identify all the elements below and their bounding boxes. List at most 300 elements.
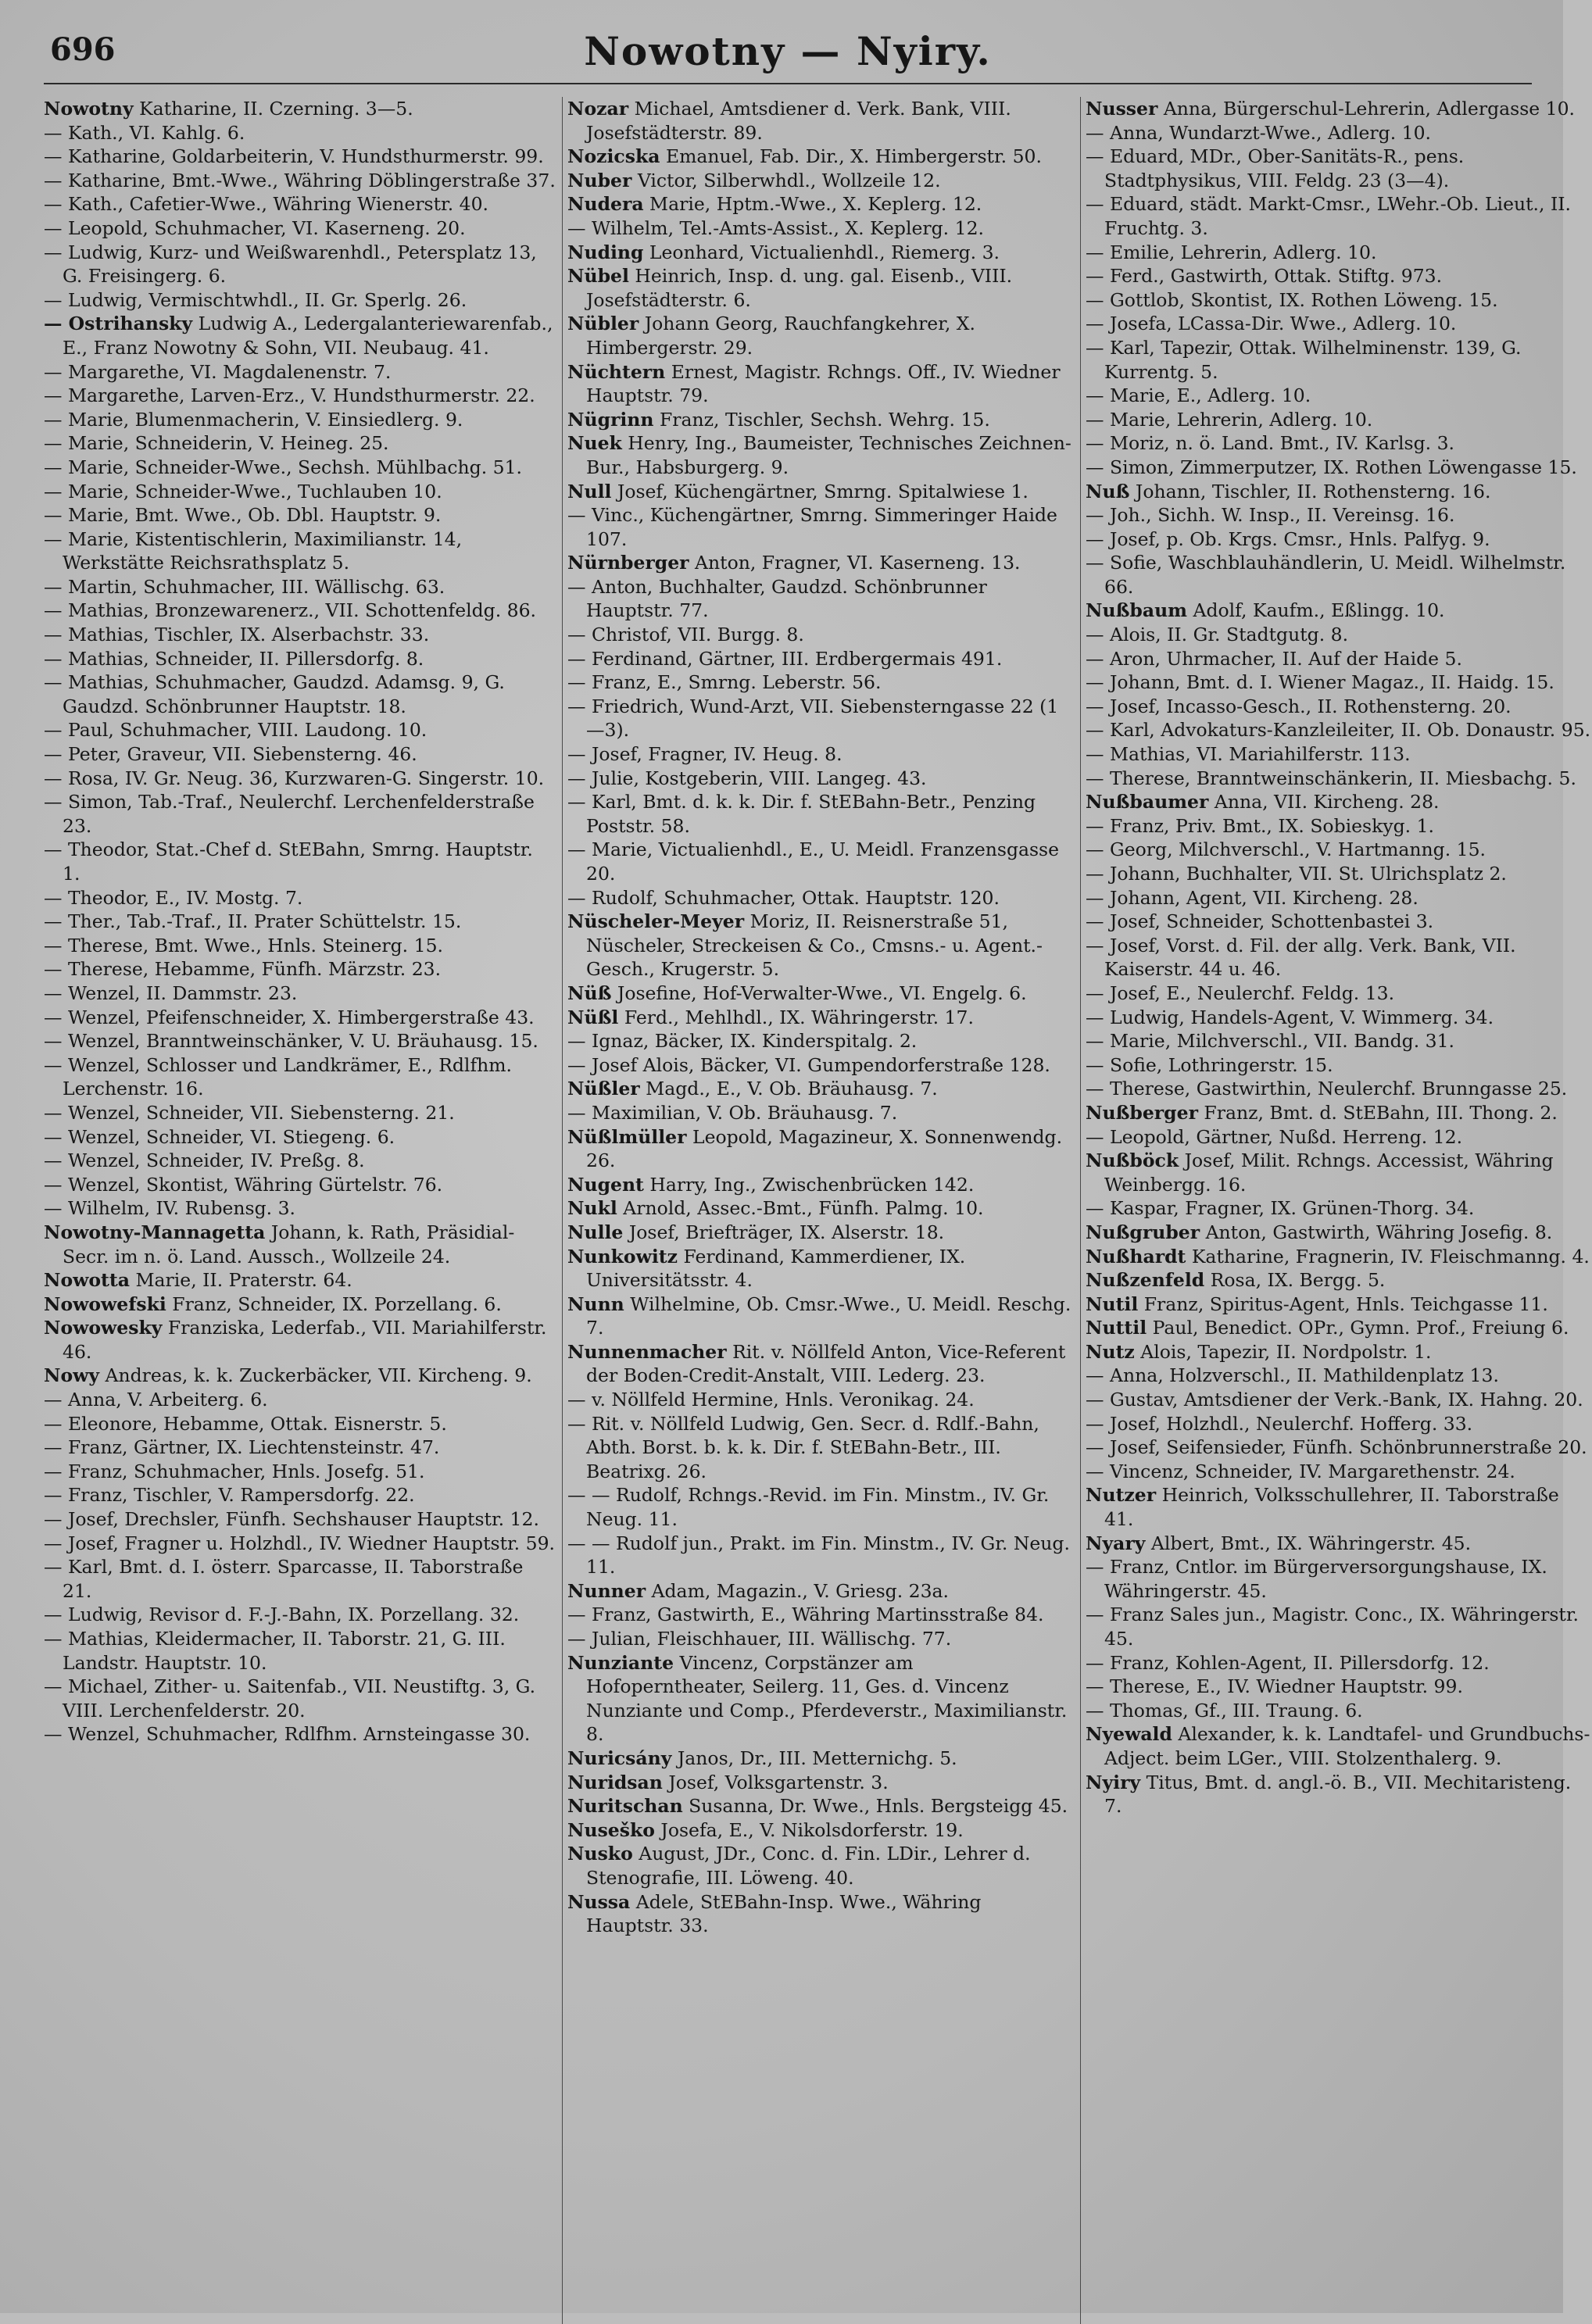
entry-text: — Josef, E., Neulerchf. Feldg. 13. (1086, 981, 1395, 1004)
directory-entry (1086, 1268, 1592, 1293)
entry-surname: Nüßler (567, 1078, 640, 1100)
directory-entry (567, 1890, 1074, 1938)
directory-entry (1086, 336, 1592, 384)
directory-entry (1086, 1245, 1592, 1269)
entry-text: — Wenzel, Skontist, Währing Gürtelstr. 76. (44, 1173, 443, 1196)
directory-entry (567, 1173, 1074, 1197)
entry-surname: Nüßl (567, 1006, 619, 1028)
entry-text: Moriz, II. Reisnerstraße 51, Nüscheler, Streckeisen & Co., Cmsns.- u. Agent.-Gesch., Krugerstr. 5. (586, 910, 1043, 981)
entry-text: — Marie, Milchverschl., VII. Bandg. 31. (1086, 1030, 1455, 1053)
entry-text: — Mathias, Schneider, II. Pillersdorfg. 8. (44, 647, 424, 670)
directory-entry (44, 767, 556, 791)
entry-surname: Nuricsány (567, 1747, 672, 1769)
directory-entry (567, 241, 1074, 265)
entry-text: Josef, Briefträger, IX. Alserstr. 18. (623, 1221, 945, 1243)
entry-surname: Nugent (567, 1173, 644, 1196)
entry-text: Adam, Magazin., V. Griesg. 23a. (646, 1579, 950, 1602)
entry-surname: Nußhardt (1086, 1245, 1186, 1267)
directory-entry (1086, 1316, 1592, 1340)
entry-surname: Nusser (1086, 98, 1158, 120)
directory-entry (567, 503, 1074, 551)
entry-text: — Mathias, VI. Mariahilferstr. 113. (1086, 743, 1411, 766)
entry-text: — Mathias, Kleidermacher, II. Taborstr. 21, G. III. Landstr. Hauptstr. 10. (44, 1628, 506, 1674)
directory-entry (567, 1293, 1074, 1340)
entry-text: — Gustav, Amtsdiener der Verk.-Bank, IX. Hahng. 20. (1086, 1389, 1583, 1411)
entry-surname: Nübel (567, 265, 629, 288)
directory-entry (567, 575, 1074, 623)
directory-entry (1086, 742, 1592, 767)
page-header (44, 28, 1532, 84)
entry-text: — Franz, Cntlor. im Bürgerversorgungshause, IX. Währingerstr. 45. (1086, 1556, 1547, 1602)
directory-entry (1086, 886, 1592, 910)
entry-text: Marie, II. Praterstr. 64. (130, 1269, 352, 1292)
directory-entry (44, 1196, 556, 1221)
directory-entry (44, 1555, 556, 1603)
entry-text: — Josef, Schneider, Schottenbastei 3. (1086, 910, 1434, 933)
entry-text: — Therese, E., IV. Wiedner Hauptstr. 99. (1086, 1675, 1463, 1698)
entry-text: — Franz, Kohlen-Agent, II. Pillersdorfg. 12. (1086, 1651, 1490, 1674)
directory-entry (44, 1412, 556, 1436)
directory-entry (44, 1388, 556, 1412)
directory-entry (567, 1053, 1074, 1078)
directory-entry (567, 623, 1074, 647)
directory-entry (1086, 1029, 1592, 1053)
entry-text: Johann Georg, Rauchfangkehrer, X. Himbergerstr. 29. (586, 313, 976, 359)
entry-text: Rosa, IX. Bergg. 5. (1204, 1269, 1386, 1292)
entry-surname: Nuß (1086, 480, 1130, 502)
directory-entry (1086, 1603, 1592, 1650)
directory-entry (44, 1532, 556, 1556)
entry-surname: Nutil (1086, 1293, 1139, 1315)
entry-text: Anna, Bürgerschul-Lehrerin, Adlergasse 10. (1157, 98, 1575, 120)
entry-text: — Wenzel, Schneider, IV. Preßg. 8. (44, 1149, 365, 1172)
directory-entry (1086, 527, 1592, 552)
directory-entry (567, 1603, 1074, 1627)
directory-entry (44, 1268, 556, 1293)
directory-entry (44, 1316, 556, 1364)
directory-entry (1086, 862, 1592, 886)
entry-text: Heinrich, Volksschullehrer, II. Taborstraße 41. (1104, 1484, 1559, 1531)
directory-entry (567, 1842, 1074, 1890)
entry-text: — Ludwig, Handels-Agent, V. Wimmerg. 34. (1086, 1006, 1494, 1028)
directory-entry (44, 216, 556, 241)
entry-surname: Nüßlmüller (567, 1125, 687, 1148)
entry-text: — Alois, II. Gr. Stadtgutg. 8. (1086, 624, 1349, 646)
entry-text: — Michael, Zither- u. Saitenfab., VII. Neustiftg. 3, G. VIII. Lerchenfelderstr. 20. (44, 1675, 536, 1722)
directory-entry (44, 145, 556, 169)
entry-text: — Josefa, LCassa-Dir. Wwe., Adlerg. 10. (1086, 313, 1457, 335)
entry-text: — Marie, Schneider-Wwe., Sechsh. Mühlbachg. 51. (44, 456, 523, 478)
directory-entry (44, 1722, 556, 1747)
directory-entry (1086, 1771, 1592, 1818)
directory-entry (1086, 670, 1592, 695)
directory-entry (567, 1794, 1074, 1818)
entry-surname: Nußzenfeld (1086, 1269, 1205, 1292)
directory-entry (1086, 1006, 1592, 1030)
entry-text: — Therese, Bmt. Wwe., Hnls. Steinerg. 15. (44, 934, 443, 956)
entry-text: — Josef, Vorst. d. Fil. der allg. Verk. Bank, VII. Kaiserstr. 44 u. 46. (1086, 934, 1516, 981)
directory-entry (44, 599, 556, 623)
directory-entry (567, 838, 1074, 885)
directory-entry (44, 169, 556, 193)
entry-text: — Ferd., Gastwirth, Ottak. Stiftg. 973. (1086, 265, 1443, 288)
entry-surname: Nußbaumer (1086, 791, 1209, 813)
entry-text: — Karl, Bmt. d. I. österr. Sparcasse, II. Taborstraße 21. (44, 1556, 524, 1602)
entry-text: Michael, Amtsdiener d. Verk. Bank, VIII. Josefstädterstr. 89. (586, 98, 1011, 144)
entry-text: — Anna, Wundarzt-Wwe., Adlerg. 10. (1086, 121, 1432, 144)
entry-text: — Martin, Schuhmacher, III. Wällischg. 63. (44, 575, 445, 598)
entry-text: — Simon, Zimmerputzer, IX. Rothen Löwengasse 15. (1086, 456, 1577, 478)
entry-text: Josefa, E., V. Nikolsdorferstr. 19. (654, 1818, 964, 1841)
directory-entry (1086, 1221, 1592, 1245)
entry-text: — Josef, Fragner, IV. Heug. 8. (567, 743, 843, 766)
directory-entry (44, 1221, 556, 1268)
entry-text: — Christof, VII. Burgg. 8. (567, 624, 804, 646)
entry-surname: Nutzer (1086, 1484, 1157, 1507)
entry-text: — Moriz, n. ö. Land. Bmt., IV. Karlsg. 3. (1086, 432, 1455, 455)
directory-entry (44, 1125, 556, 1149)
running-head: Nowotny — Nyiry. (584, 28, 992, 74)
entry-text: — Karl, Advokaturs-Kanzleileiter, II. Ob. Donaustr. 95. (1086, 719, 1591, 742)
directory-entry (1086, 981, 1592, 1006)
directory-entry (1086, 1555, 1592, 1603)
entry-text: — Ferdinand, Gärtner, III. Erdbergermais 491. (567, 647, 1003, 670)
entry-text: — Wenzel, Schlosser und Landkrämer, E., Rdlfhm. Lerchenstr. 16. (44, 1053, 513, 1100)
entry-text: — v. Nöllfeld Hermine, Hnls. Veronikag. 24. (567, 1389, 975, 1411)
directory-entry (1086, 1675, 1592, 1699)
entry-surname: Nyary (1086, 1532, 1146, 1554)
entry-surname: Nuber (567, 169, 632, 191)
directory-entry (1086, 288, 1592, 313)
entry-text: — Karl, Tapezir, Ottak. Wilhelminenstr. 139, G. Kurrentg. 5. (1086, 336, 1522, 383)
directory-entry (567, 1771, 1074, 1795)
entry-surname: Nußbaum (1086, 599, 1188, 622)
directory-entry (44, 1364, 556, 1388)
directory-entry (1086, 695, 1592, 719)
entry-text: Harry, Ing., Zwischenbrücken 142. (643, 1173, 975, 1196)
entry-text: — Vincenz, Schneider, IV. Margarethenstr. 24. (1086, 1460, 1515, 1482)
entry-text: Wilhelmine, Ob. Cmsr.-Wwe., U. Meidl. Reschg. 7. (586, 1293, 1071, 1339)
directory-entry (44, 910, 556, 934)
entry-surname: Nulle (567, 1221, 624, 1243)
entry-text: Heinrich, Insp. d. ung. gal. Eisenb., VIII. Josefstädterstr. 6. (586, 265, 1013, 311)
entry-text: — Kath., VI. Kahlg. 6. (44, 121, 245, 144)
entry-text: Ernest, Magistr. Rchngs. Off., IV. Wiedner Hauptstr. 79. (586, 360, 1061, 407)
directory-entry (44, 503, 556, 527)
entry-text: Albert, Bmt., IX. Währingerstr. 45. (1145, 1532, 1472, 1554)
entry-text: Henry, Ing., Baumeister, Technisches Zeichnen-Bur., Habsburgerg. 9. (586, 432, 1071, 478)
entry-text: — Ther., Tab.-Traf., II. Prater Schüttelstr. 15. (44, 910, 462, 933)
directory-entry (44, 121, 556, 145)
entry-surname: Nunner (567, 1579, 646, 1602)
directory-entry (567, 1245, 1074, 1293)
directory-entry (567, 431, 1074, 479)
entry-text: — Franz, Gärtner, IX. Liechtensteinstr. 47. (44, 1436, 440, 1459)
entry-text: — Peter, Graveur, VII. Siebensterng. 46. (44, 743, 417, 766)
directory-entry (1086, 1436, 1592, 1460)
entry-text: — Theodor, Stat.-Chef d. StEBahn, Smrng. Hauptstr. 1. (44, 838, 533, 885)
column-3 (1080, 97, 1592, 2324)
directory-entry (1086, 1651, 1592, 1675)
directory-entry (1086, 384, 1592, 408)
entry-text: Josef, Küchengärtner, Smrng. Spitalwiese 1. (611, 480, 1029, 502)
directory-entry (1086, 408, 1592, 432)
directory-entry (1086, 934, 1592, 981)
directory-entry (44, 670, 556, 718)
entry-text: — Johann, Buchhalter, VII. St. Ulrichsplatz 2. (1086, 863, 1507, 885)
entry-surname: Nowowesky (44, 1317, 163, 1339)
entry-surname: Nunnenmacher (567, 1340, 727, 1363)
directory-entry (1086, 1125, 1592, 1149)
entry-text: — Therese, Hebamme, Fünfh. Märzstr. 23. (44, 958, 442, 981)
column-2 (562, 97, 1074, 2324)
directory-entry (44, 647, 556, 671)
column-1 (44, 97, 556, 2324)
directory-entry (567, 312, 1074, 359)
directory-entry (1086, 551, 1592, 599)
entry-text: — Rit. v. Nöllfeld Ludwig, Gen. Secr. d. Rdlf.-Bahn, Abth. Borst. b. k. k. Dir. f. StEBahn-Betr., III. Beatrixg. 26. (567, 1412, 1039, 1482)
entry-text: Paul, Benedict. OPr., Gymn. Prof., Freiung 6. (1147, 1317, 1569, 1339)
entry-text: — Wenzel, Pfeifenschneider, X. Himbergerstraße 43. (44, 1006, 535, 1028)
entry-text: Magd., E., V. Ob. Bräuhausg. 7. (639, 1078, 938, 1100)
directory-entry (44, 790, 556, 838)
directory-entry (567, 1818, 1074, 1843)
directory-entry (44, 527, 556, 575)
entry-surname: Null (567, 480, 612, 502)
entry-text: — Margarethe, VI. Magdalenenstr. 7. (44, 360, 392, 383)
entry-surname: Nuritschan (567, 1795, 683, 1818)
directory-entry (1086, 1149, 1592, 1196)
entry-text: — Georg, Milchverschl., V. Hartmanng. 15. (1086, 838, 1486, 861)
entry-surname: Nunn (567, 1293, 624, 1315)
entry-text: Leonhard, Victualienhdl., Riemerg. 3. (643, 241, 1000, 263)
entry-surname: — Ostrihansky (44, 313, 193, 335)
entry-surname: Nüß (567, 981, 612, 1004)
directory-entry (1086, 480, 1592, 504)
entry-text: — Eduard, MDr., Ober-Sanitäts-R., pens. Stadtphysikus, VIII. Feldg. 23 (3—4). (1086, 145, 1465, 191)
entry-text: — Julie, Kostgeberin, VIII. Langeg. 43. (567, 767, 927, 789)
entry-text: — Josef, Fragner u. Holzhdl., IV. Wiedner Hauptstr. 59. (44, 1532, 555, 1554)
entry-surname: Nukl (567, 1197, 617, 1220)
directory-entry (1086, 241, 1592, 265)
directory-entry (44, 1436, 556, 1460)
entry-surname: Nunziante (567, 1651, 674, 1674)
entry-text: — Sofie, Waschblauhändlerin, U. Meidl. Wilhelmstr. 66. (1086, 552, 1566, 598)
directory-entry (567, 886, 1074, 910)
entry-text: Titus, Bmt. d. angl.-ö. B., VII. Mechitaristeng. 7. (1104, 1771, 1572, 1818)
entry-text: — Ludwig, Kurz- und Weißwarenhdl., Petersplatz 13, G. Freisingerg. 6. (44, 241, 537, 288)
entry-text: Katharine, II. Czerning. 3—5. (133, 98, 413, 120)
directory-entry (567, 1196, 1074, 1221)
directory-entry (1086, 623, 1592, 647)
directory-entry (567, 742, 1074, 767)
directory-entry (567, 408, 1074, 432)
entry-text: Susanna, Dr. Wwe., Hnls. Bergsteigg 45. (682, 1795, 1068, 1818)
directory-entry (1086, 1077, 1592, 1101)
directory-entry (1086, 599, 1592, 623)
directory-entry (567, 790, 1074, 838)
entry-text: — Marie, Victualienhdl., E., U. Meidl. Franzensgasse 20. (567, 838, 1060, 885)
entry-text: — Friedrich, Wund-Arzt, VII. Siebensterngasse 22 (1—3). (567, 695, 1059, 742)
entry-text: Victor, Silberwhdl., Wollzeile 12. (631, 169, 941, 191)
entry-text: Rit. v. Nöllfeld Anton, Vice-Referent der Boden-Credit-Anstalt, VIII. Lederg. 23. (586, 1340, 1066, 1387)
entry-text: Alois, Tapezir, II. Nordpolstr. 1. (1134, 1340, 1432, 1363)
directory-entry (44, 1603, 556, 1627)
entry-text: — Mathias, Schuhmacher, Gaudzd. Adamsg. 9, G. Gaudzd. Schönbrunner Hauptstr. 18. (44, 671, 505, 717)
entry-text: — Therese, Branntweinschänkerin, II. Miesbachg. 5. (1086, 767, 1576, 789)
directory-entry (1086, 718, 1592, 742)
directory-entry (44, 742, 556, 767)
directory-entry (44, 957, 556, 981)
entry-text: August, JDr., Conc. d. Fin. LDir., Lehrer d. Stenografie, III. Löweng. 40. (586, 1843, 1031, 1889)
entry-text: — Therese, Gastwirthin, Neulerchf. Brunngasse 25. (1086, 1078, 1568, 1100)
directory-entry (567, 1412, 1074, 1484)
directory-entry (1086, 838, 1592, 862)
directory-entry (44, 838, 556, 885)
entry-text: — Josef, Seifensieder, Fünfh. Schönbrunnerstraße 20. (1086, 1436, 1587, 1459)
entry-text: Ludwig A., Ledergalanteriewarenfab., E., Franz Nowotny & Sohn, VII. Neubaug. 41. (63, 313, 553, 359)
entry-surname: Nuridsan (567, 1771, 663, 1793)
entry-surname: Nußböck (1086, 1149, 1179, 1172)
entry-text: — Johann, Bmt. d. I. Wiener Magaz., II. Haidg. 15. (1086, 671, 1554, 694)
directory-entry (1086, 121, 1592, 145)
directory-entry (567, 1627, 1074, 1651)
directory-entry (1086, 1388, 1592, 1412)
entry-surname: Nyiry (1086, 1771, 1141, 1793)
entry-surname: Nozicska (567, 145, 660, 168)
entry-surname: Nußberger (1086, 1101, 1198, 1124)
entry-surname: Nuseško (567, 1818, 655, 1841)
entry-text: — Marie, Bmt. Wwe., Ob. Dbl. Hauptstr. 9. (44, 504, 442, 527)
entry-text: Andreas, k. k. Zuckerbäcker, VII. Kircheng. 9. (99, 1364, 532, 1387)
entry-text: — Joh., Sichh. W. Insp., II. Vereinsg. 16. (1086, 504, 1455, 527)
entry-text: — Franz, Priv. Bmt., IX. Sobieskyg. 1. (1086, 814, 1435, 837)
directory-entry (1086, 1532, 1592, 1556)
entry-surname: Nürnberger (567, 552, 689, 574)
entry-surname: Nowotny (44, 98, 134, 120)
directory-entry (1086, 1293, 1592, 1317)
entry-text: — Ludwig, Vermischtwhdl., II. Gr. Sperlg. 26. (44, 288, 467, 311)
directory-entry (44, 408, 556, 432)
entry-text: — Wilhelm, Tel.-Amts-Assist., X. Keplerg. 12. (567, 216, 984, 239)
directory-entry (567, 647, 1074, 671)
entry-surname: Nutz (1086, 1340, 1135, 1363)
entry-text: Ferdinand, Kammerdiener, IX. Universitätsstr. 4. (586, 1245, 966, 1292)
entry-text: Franz, Bmt. d. StEBahn, III. Thong. 2. (1197, 1101, 1558, 1124)
directory-entry (1086, 1364, 1592, 1388)
entry-text: — Josef, Incasso-Gesch., II. Rothensterng. 20. (1086, 695, 1512, 717)
entry-text: Johann, k. Rath, Präsidial-Secr. im n. ö. Land. Aussch., Wollzeile 24. (63, 1221, 515, 1267)
entry-surname: Nunkowitz (567, 1245, 678, 1267)
directory-entry (567, 695, 1074, 742)
directory-entry (44, 1149, 556, 1173)
entry-text: — Franz, E., Smrng. Leberstr. 56. (567, 671, 882, 694)
entry-text: — Gottlob, Skontist, IX. Rothen Löweng. 15. (1086, 288, 1498, 311)
entry-text: — Kaspar, Fragner, IX. Grünen-Thorg. 34. (1086, 1197, 1475, 1220)
entry-text: — Sofie, Lothringerstr. 15. (1086, 1053, 1333, 1076)
directory-entry (567, 1579, 1074, 1604)
entry-text: Adolf, Kaufm., Eßlingg. 10. (1187, 599, 1445, 622)
directory-entry (44, 1029, 556, 1053)
directory-entry (44, 1627, 556, 1675)
entry-surname: Nozar (567, 98, 629, 120)
directory-entry (44, 1507, 556, 1532)
entry-text: — Wenzel, Branntweinschänker, V. U. Bräuhausg. 15. (44, 1030, 538, 1053)
directory-entry (44, 575, 556, 599)
entry-text: — Ludwig, Revisor d. F.-J.-Bahn, IX. Porzellang. 32. (44, 1604, 520, 1626)
entry-text: — Vinc., Küchengärtner, Smrng. Simmeringer Haide 107. (567, 504, 1057, 550)
entry-text: — Johann, Agent, VII. Kircheng. 28. (1086, 886, 1418, 909)
directory-entry (1086, 814, 1592, 838)
directory-entry (44, 360, 556, 384)
entry-text: — Franz Sales jun., Magistr. Conc., IX. Währingerstr. 45. (1086, 1604, 1579, 1650)
directory-entry (1086, 790, 1592, 814)
entry-surname: Nowotny-Mannagetta (44, 1221, 266, 1243)
directory-entry (1086, 503, 1592, 527)
directory-entry (567, 910, 1074, 981)
directory-entry (44, 1006, 556, 1030)
entry-text: — Anna, V. Arbeiterg. 6. (44, 1389, 268, 1411)
entry-text: — Eduard, städt. Markt-Cmsr., LWehr.-Ob. Lieut., II. Fruchtg. 3. (1086, 193, 1571, 239)
entry-text: — Ignaz, Bäcker, IX. Kinderspitalg. 2. (567, 1030, 918, 1053)
directory-entry (44, 934, 556, 958)
entry-text: Franziska, Lederfab., VII. Mariahilferstr. 46. (63, 1317, 547, 1363)
directory-entry (44, 192, 556, 216)
entry-text: Franz, Schneider, IX. Porzellang. 6. (166, 1293, 502, 1315)
directory-entry (567, 1077, 1074, 1101)
entry-text: — Josef, Drechsler, Fünfh. Sechshauser Hauptstr. 12. (44, 1508, 539, 1531)
entry-text: — Mathias, Bronzewarenerz., VII. Schottenfeldg. 86. (44, 599, 537, 622)
directory-entry (567, 1006, 1074, 1030)
entry-text: — Josef Alois, Bäcker, VI. Gumpendorferstraße 128. (567, 1053, 1050, 1076)
entry-text: Leopold, Magazineur, X. Sonnenwendg. 26. (586, 1125, 1063, 1172)
directory-entry (567, 1125, 1074, 1173)
entry-text: — Katharine, Goldarbeiterin, V. Hundsthurmerstr. 99. (44, 145, 544, 168)
directory-entry (567, 1029, 1074, 1053)
entry-text: — Wenzel, Schneider, VI. Stiegeng. 6. (44, 1125, 395, 1148)
entry-text: — Rudolf, Schuhmacher, Ottak. Hauptstr. 120. (567, 886, 1000, 909)
entry-text: — Franz, Tischler, V. Rampersdorfg. 22. (44, 1484, 415, 1507)
directory-entry (1086, 1196, 1592, 1221)
entry-text: Katharine, Fragnerin, IV. Fleischmanng. 4. (1186, 1245, 1590, 1267)
directory-entry (44, 480, 556, 504)
entry-text: — Josef, p. Ob. Krgs. Cmsr., Hnls. Palfyg. 9. (1086, 527, 1490, 550)
entry-text: — Marie, Kistentischlerin, Maximilianstr. 14, Werkstätte Reichsrathsplatz 5. (44, 527, 463, 574)
directory-entry (1086, 1699, 1592, 1723)
directory-entry (567, 264, 1074, 312)
directory-entry (567, 1483, 1074, 1531)
page-number: 696 (50, 31, 116, 68)
directory-entry (1086, 767, 1592, 791)
directory-entry (1086, 456, 1592, 480)
directory-entry (44, 431, 556, 456)
directory-entry (567, 1101, 1074, 1125)
entry-text: — Wenzel, Schuhmacher, Rdlfhm. Arnsteingasse 30. (44, 1723, 531, 1746)
directory-entry (1086, 1483, 1592, 1531)
directory-columns (44, 97, 1591, 2324)
entry-text: Adele, StEBahn-Insp. Wwe., Währing Hauptstr. 33. (586, 1890, 982, 1937)
entry-text: — Franz, Gastwirth, E., Währing Martinsstraße 84. (567, 1604, 1044, 1626)
entry-text: — Wenzel, II. Dammstr. 23. (44, 981, 298, 1004)
directory-entry (1086, 192, 1592, 240)
entry-text: Arnold, Assec.-Bmt., Fünfh. Palmg. 10. (617, 1197, 984, 1220)
entry-text: Anton, Gastwirth, Währing Josefig. 8. (1200, 1221, 1553, 1243)
entry-surname: Nußgruber (1086, 1221, 1200, 1243)
entry-text: — Wilhelm, IV. Rubensg. 3. (44, 1197, 295, 1220)
entry-surname: Nowy (44, 1364, 100, 1387)
entry-surname: Nuding (567, 241, 644, 263)
directory-entry (1086, 312, 1592, 336)
